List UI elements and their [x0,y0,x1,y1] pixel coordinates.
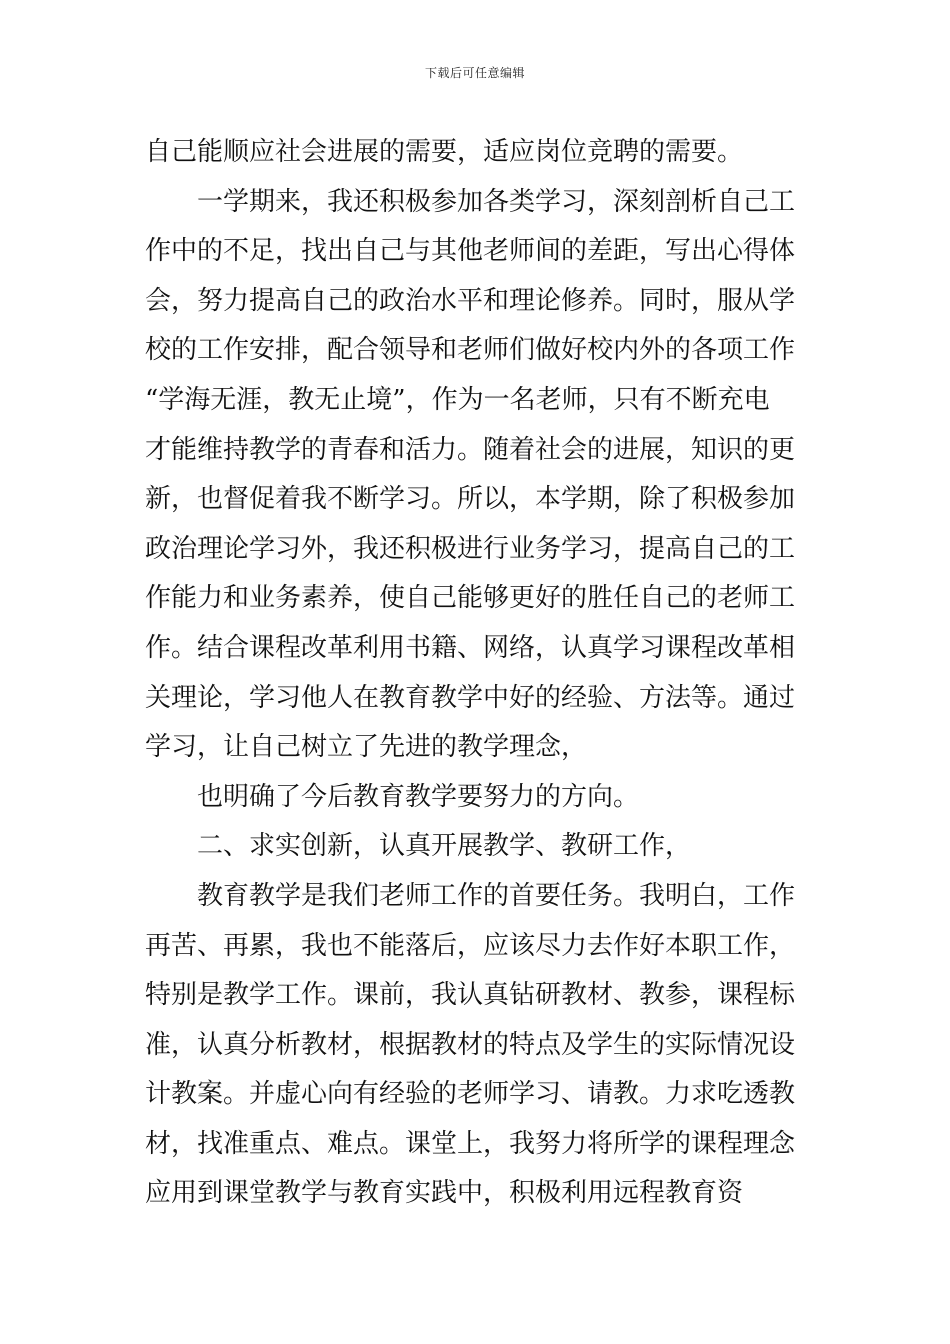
text-line: 特别是教学工作。课前，我认真钻研教材、教参，课程标 [145,980,796,1011]
text-line: 准，认真分析教材，根据教材的特点及学生的实际情况设 [145,1029,796,1060]
text-line: 也明确了今后教育教学要努力的方向。 [197,781,640,812]
text-line: 政治理论学习外，我还积极进行业务学习，提高自己的工 [145,533,796,564]
section-heading: 二、求实创新，认真开展教学、教研工作， [197,831,692,862]
text-line: 材，找准重点、难点。课堂上，我努力将所学的课程理念 [145,1128,796,1159]
text-line: 会，努力提高自己的政治水平和理论修养。同时，服从学 [145,285,796,316]
text-line: 计教案。并虚心向有经验的老师学习、请教。力求吃透教 [145,1079,796,1110]
text-line: 教育教学是我们老师工作的首要任务。我明白，工作 [197,880,796,911]
text-line: 新，也督促着我不断学习。所以，本学期，除了积极参加 [145,484,796,515]
text-line: 自己能顺应社会进展的需要，适应岗位竞聘的需要。 [145,137,744,167]
text-line: 校的工作安排，配合领导和老师们做好校内外的各项工作 [145,335,796,366]
text-line: 作。结合课程改革利用书籍、网络，认真学习课程改革相 [145,632,796,663]
text-line: 才能维持教学的青春和活力。随着社会的进展，知识的更 [145,434,796,465]
text-line: 作中的不足，找出自己与其他老师间的差距，写出心得体 [145,236,796,267]
text-line: 再苦、再累，我也不能落后，应该尽力去作好本职工作， [145,930,796,961]
text-line: “学海无涯，教无止境”，作为一名老师，只有不断充电 [145,384,770,415]
page-header: 下载后可任意编辑 [424,66,525,80]
text-line: 作能力和业务素养，使自己能够更好的胜任自己的老师工 [145,583,796,614]
document-body [145,128,805,1219]
text-line: 关理论，学习他人在教育教学中好的经验、方法等。通过 [145,682,796,713]
text-line: 应用到课堂教学与教育实践中，积极利用远程教育资 [145,1178,744,1209]
text-line: 一学期来，我还积极参加各类学习，深刻剖析自己工 [197,186,796,217]
text-line: 学习，让自己树立了先进的教学理念， [145,732,588,763]
